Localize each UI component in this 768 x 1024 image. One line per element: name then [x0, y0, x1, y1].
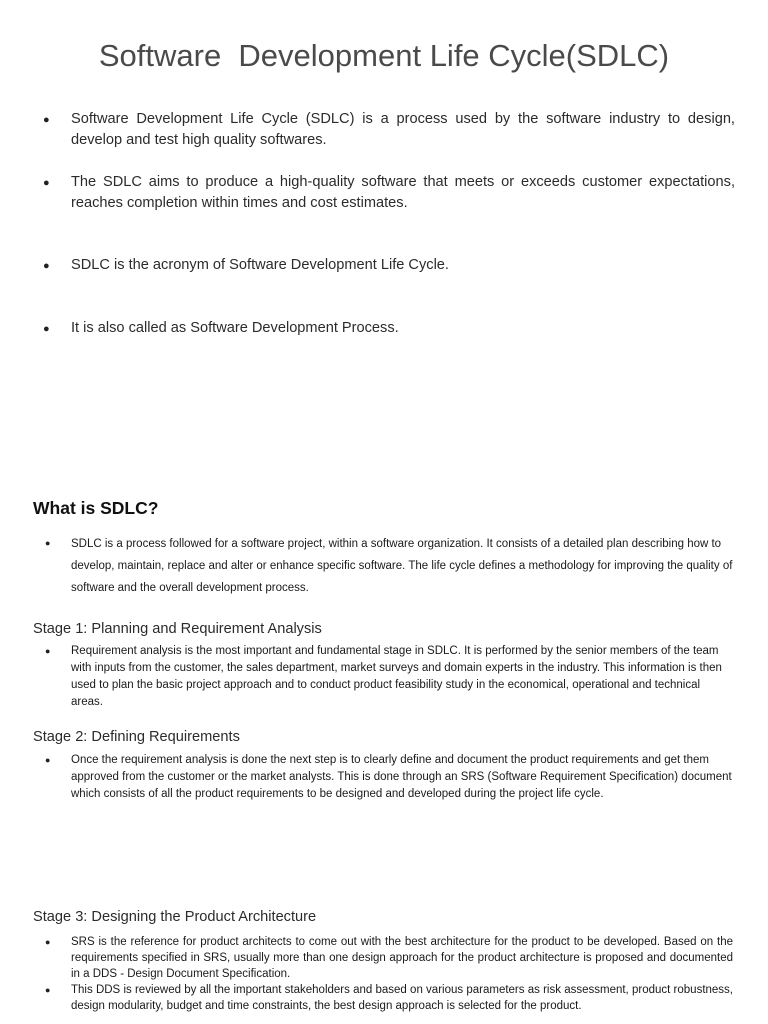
stage-bullet-text: Once the requirement analysis is done the next step is to clearly define and document the product requirements and get them approved from the customer or the market analysts. This is done through an SRS (Software Requirement Specification) document which consists of all the product requirements to be designed and developed during the project life cycle. [71, 754, 732, 800]
bullet-dot-icon: ● [43, 323, 50, 335]
bullet-dot-icon: ● [45, 538, 51, 548]
bullet-dot-icon: ● [43, 114, 50, 126]
bullet-dot-icon: ● [45, 755, 51, 765]
section-bullet-text: SDLC is a process followed for a software project, within a software organization. It consists of a detailed plan describing how to develop, maintain, replace and alter or enhance specific software. The life cycle defines a methodology for improving the quality of software and the overall development process. [71, 538, 733, 594]
intro-bullet-text: It is also called as Software Development Process. [71, 320, 399, 336]
stage-bullet-text: SRS is the reference for product architects to come out with the best architecture for the product to be developed. Based on the requirements specified in SRS, usually more than one design approach for the product architecture is proposed and documented in a DDS - Design Document Specification. [71, 936, 733, 980]
intro-bullet-text: Software Development Life Cycle (SDLC) is a process used by the software industry to design, develop and test high quality softwares. [71, 111, 735, 148]
section-heading: What is SDLC? [33, 498, 159, 518]
bullet-dot-icon: ● [45, 937, 51, 947]
page-title: Software Development Life Cycle(SDLC) [98, 38, 670, 73]
bullet-dot-icon: ● [43, 260, 50, 272]
bullet-dot-icon: ● [45, 985, 51, 995]
stage-heading: Stage 3: Designing the Product Architecture [33, 909, 317, 925]
stage-heading: Stage 2: Defining Requirements [33, 729, 240, 745]
stage-bullet-text: Requirement analysis is the most important and fundamental stage in SDLC. It is performed by the senior members of the team with inputs from the customer, the sales department, market surveys and domain experts in the industry. This information is then used to plan the basic project approach and to conduct product feasibility study in the economical, operational and technical areas. [71, 645, 722, 708]
stage-bullet-text: This DDS is reviewed by all the important stakeholders and based on various parameters as risk assessment, product robustness, design modularity, budget and time constraints, the best design approach is selected for the product. [71, 984, 733, 1012]
bullet-dot-icon: ● [45, 646, 51, 656]
bullet-dot-icon: ● [43, 177, 50, 189]
intro-bullet-text: SDLC is the acronym of Software Development Life Cycle. [71, 257, 449, 273]
stage-heading: Stage 1: Planning and Requirement Analysis [33, 621, 322, 637]
intro-bullet-text: The SDLC aims to produce a high-quality software that meets or exceeds customer expectations, reaches completion within times and cost estimates. [71, 174, 735, 211]
